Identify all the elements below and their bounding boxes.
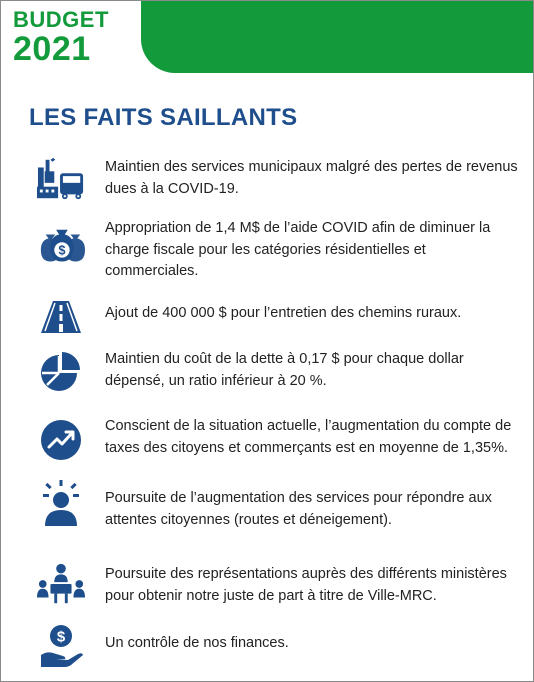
section-title: LES FAITS SAILLANTS bbox=[29, 104, 298, 131]
svg-text:$: $ bbox=[56, 628, 66, 646]
item-text: Conscient de la situation actuelle, l’augmentation du compte de taxes des citoyens et commerçants est en moyenne de 1,35%. bbox=[105, 418, 512, 456]
item-text: Appropriation de 1,4 M$ de l’aide COVID afin de diminuer la charge fiscale pour les catégories résidentielles et commerciales. bbox=[105, 220, 491, 279]
person-idea-icon bbox=[37, 482, 85, 526]
header-band bbox=[141, 1, 534, 73]
item-text: Maintien du coût de la dette à 0,17 $ pour chaque dollar dépensé, un ratio inférieur à 20 %. bbox=[105, 351, 464, 389]
item-text: Poursuite de l’augmentation des services pour répondre aux attentes citoyennes (routes et déneigement). bbox=[105, 490, 492, 528]
item-text: Ajout de 400 000 $ pour l’entretien des chemins ruraux. bbox=[105, 305, 462, 321]
road-icon bbox=[37, 295, 85, 339]
item-text: Un contrôle de nos finances. bbox=[105, 635, 289, 651]
budget-year: 2021 bbox=[13, 30, 91, 68]
trend-up-icon bbox=[37, 418, 85, 462]
item-text: Maintien des services municipaux malgré des pertes de revenus dues à la COVID-19. bbox=[105, 159, 518, 197]
item-text: Poursuite des représentations auprès des différents ministères pour obtenir notre juste de part à titre de Ville-MRC. bbox=[105, 566, 507, 604]
budget-logo bbox=[13, 9, 109, 66]
svg-text:$: $ bbox=[58, 243, 66, 258]
budget-word: BUDGET bbox=[13, 7, 109, 32]
hand-money-icon bbox=[37, 623, 85, 667]
money-bags-icon bbox=[37, 226, 85, 270]
meeting-icon bbox=[37, 562, 85, 606]
factory-truck-icon bbox=[37, 157, 85, 201]
pie-chart-icon bbox=[37, 351, 85, 395]
